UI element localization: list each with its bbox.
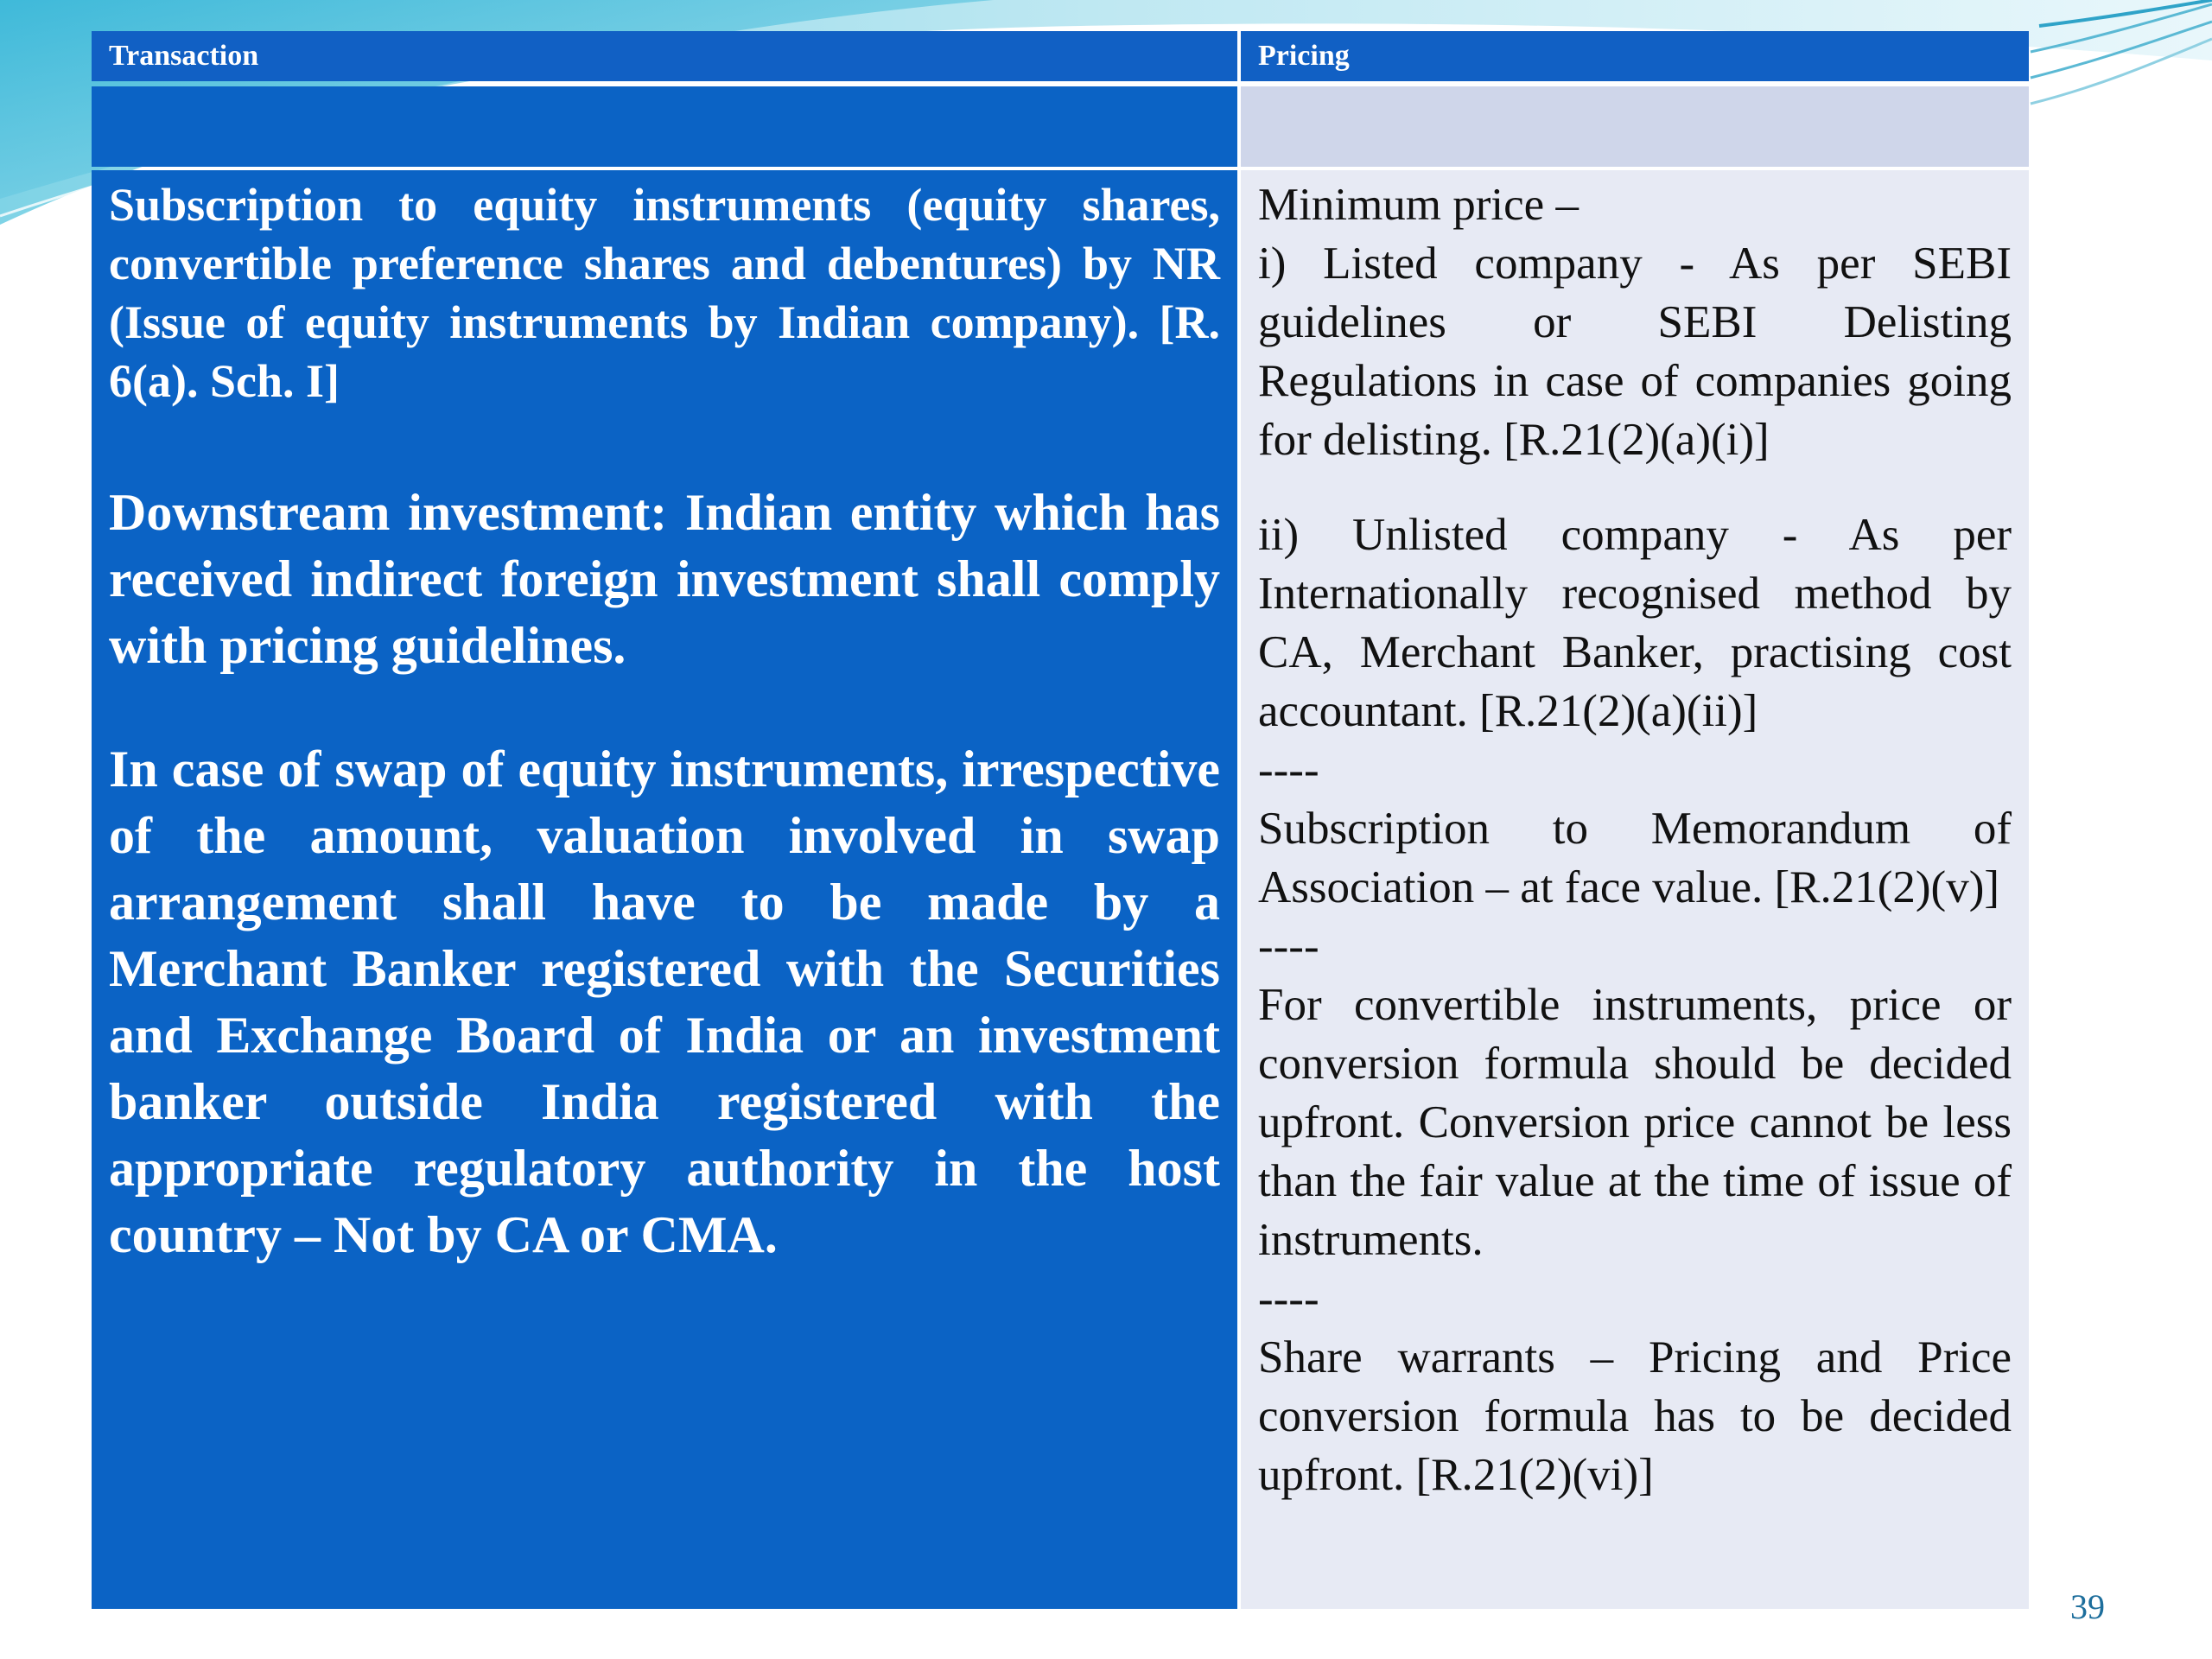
pricing-minimum-price: Minimum price – [1258,180,1579,230]
pricing-memorandum: Subscription to Memorandum of Association – at face value. [R.21(2)(v)] [1258,804,2012,912]
pricing-separator: ---- [1258,745,1319,795]
spacer-row-left [92,86,1237,167]
pricing-listed-company: i) Listed company - As per SEBI guidelines or SEBI Delisting Regulations in case of companies going for delisting. [R.21(2)(a)(i)] [1258,238,2012,465]
transaction-subscription-text: Subscription to equity instruments (equity shares, convertible preference shares and debentures) by NR (Issue of equity instruments by Indian company). [R. 6(a). Sch. I] [109,179,1220,407]
pricing-unlisted-company: ii) Unlisted company - As per Internationally recognised method by CA, Merchant Banker, practising cost accountant. [R.21(2)(a)(ii)] [1258,510,2012,736]
pricing-share-warrants: Share warrants – Pricing and Price conversion formula has to be decided upfront. [R.21(2)(vi)] [1258,1332,2012,1500]
pricing-separator: ---- [1258,1274,1319,1324]
pricing-separator: ---- [1258,921,1319,971]
transaction-swap-text: In case of swap of equity instruments, irrespective of the amount, valuation involved in swap arrangement shall have to be made by a Merchant Banker registered with the Securities and Exchange Board of India or an investment banker outside India registered with the appropriate regulatory authority in the host country – Not by CA or CMA. [109,741,1220,1263]
pricing-convertible: For convertible instruments, price or conversion formula should be decided upfront. Conversion price cannot be less than the fair value at the time of issue of instruments. [1258,980,2012,1265]
spacer-row-right [1241,86,2029,167]
pricing-cell [1241,170,2029,1609]
header-pricing: Pricing [1241,31,2029,81]
transaction-downstream-text: Downstream investment: Indian entity which has received indirect foreign investment shall comply with pricing guidelines. [109,484,1220,674]
page-number: 39 [2070,1587,2105,1626]
header-transaction: Transaction [92,31,1237,81]
pricing-table [92,31,2029,1609]
transaction-cell [92,170,1237,1609]
